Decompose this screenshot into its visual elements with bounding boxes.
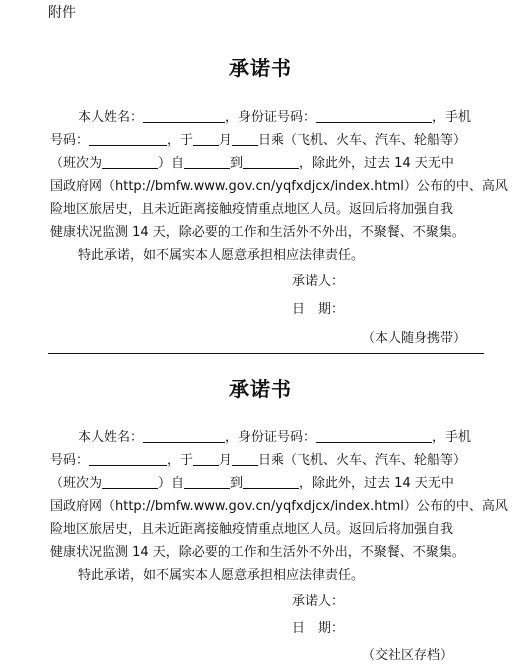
name-field[interactable] xyxy=(143,428,225,443)
form-line-5: 险地区旅居史，且未近距离接触疫情重点地区人员。返回后将加强自我 xyxy=(50,522,454,537)
origin-field[interactable] xyxy=(184,474,230,489)
name-field[interactable] xyxy=(143,108,225,123)
form-line-3: （班次为 ）自 到 ，除此外，过去 14 天无中 xyxy=(50,476,454,491)
form-line-5: 险地区旅居史，且未近距离接触疫情重点地区人员。返回后将加强自我 xyxy=(50,202,454,217)
phone-field[interactable] xyxy=(89,131,167,146)
form-line-4: 国政府网（http://bmfw.www.gov.cn/yqfxdjcx/index.html）公布的中、高风 xyxy=(50,499,508,514)
form-note: （本人随身携带） xyxy=(362,331,467,346)
day-field[interactable] xyxy=(232,451,258,466)
form-line-3: （班次为 ）自 到 ，除此外，过去 14 天无中 xyxy=(50,156,454,171)
form-line-1: 本人姓名： ，身份证号码： ，手机 xyxy=(78,430,472,445)
pledge-line: 特此承诺，如不属实本人愿意承担相应法律责任。 xyxy=(78,248,365,263)
form-note: （交社区存档） xyxy=(362,648,454,663)
trip-number-field[interactable] xyxy=(102,154,158,169)
attachment-label: 附件 xyxy=(48,5,76,21)
day-field[interactable] xyxy=(232,131,258,146)
form-title: 承诺书 xyxy=(229,377,292,401)
phone-field[interactable] xyxy=(89,451,167,466)
date-label: 日 期： xyxy=(292,621,345,636)
origin-field[interactable] xyxy=(184,154,230,169)
month-field[interactable] xyxy=(193,131,219,146)
month-field[interactable] xyxy=(193,451,219,466)
id-number-field[interactable] xyxy=(316,108,432,123)
signer-label: 承诺人： xyxy=(292,594,345,609)
form-line-6: 健康状况监测 14 天，除必要的工作和生活外不外出，不聚餐、不聚集。 xyxy=(50,545,465,560)
trip-number-field[interactable] xyxy=(102,474,158,489)
id-number-field[interactable] xyxy=(316,428,432,443)
section-divider xyxy=(48,353,484,354)
date-label: 日 期： xyxy=(292,302,345,317)
form-line-6: 健康状况监测 14 天，除必要的工作和生活外不外出，不聚餐、不聚集。 xyxy=(50,225,465,240)
form-line-4: 国政府网（http://bmfw.www.gov.cn/yqfxdjcx/index.html）公布的中、高风 xyxy=(50,179,508,194)
form-title: 承诺书 xyxy=(229,56,292,80)
destination-field[interactable] xyxy=(243,154,299,169)
form-line-2: 号码： ，于 月 日乘（飞机、火车、汽车、轮船等） xyxy=(50,133,467,148)
form-line-1: 本人姓名： ，身份证号码： ，手机 xyxy=(78,110,472,125)
form-line-2: 号码： ，于 月 日乘（飞机、火车、汽车、轮船等） xyxy=(50,453,467,468)
signer-label: 承诺人： xyxy=(292,274,345,289)
pledge-line: 特此承诺，如不属实本人愿意承担相应法律责任。 xyxy=(78,568,365,583)
destination-field[interactable] xyxy=(243,474,299,489)
